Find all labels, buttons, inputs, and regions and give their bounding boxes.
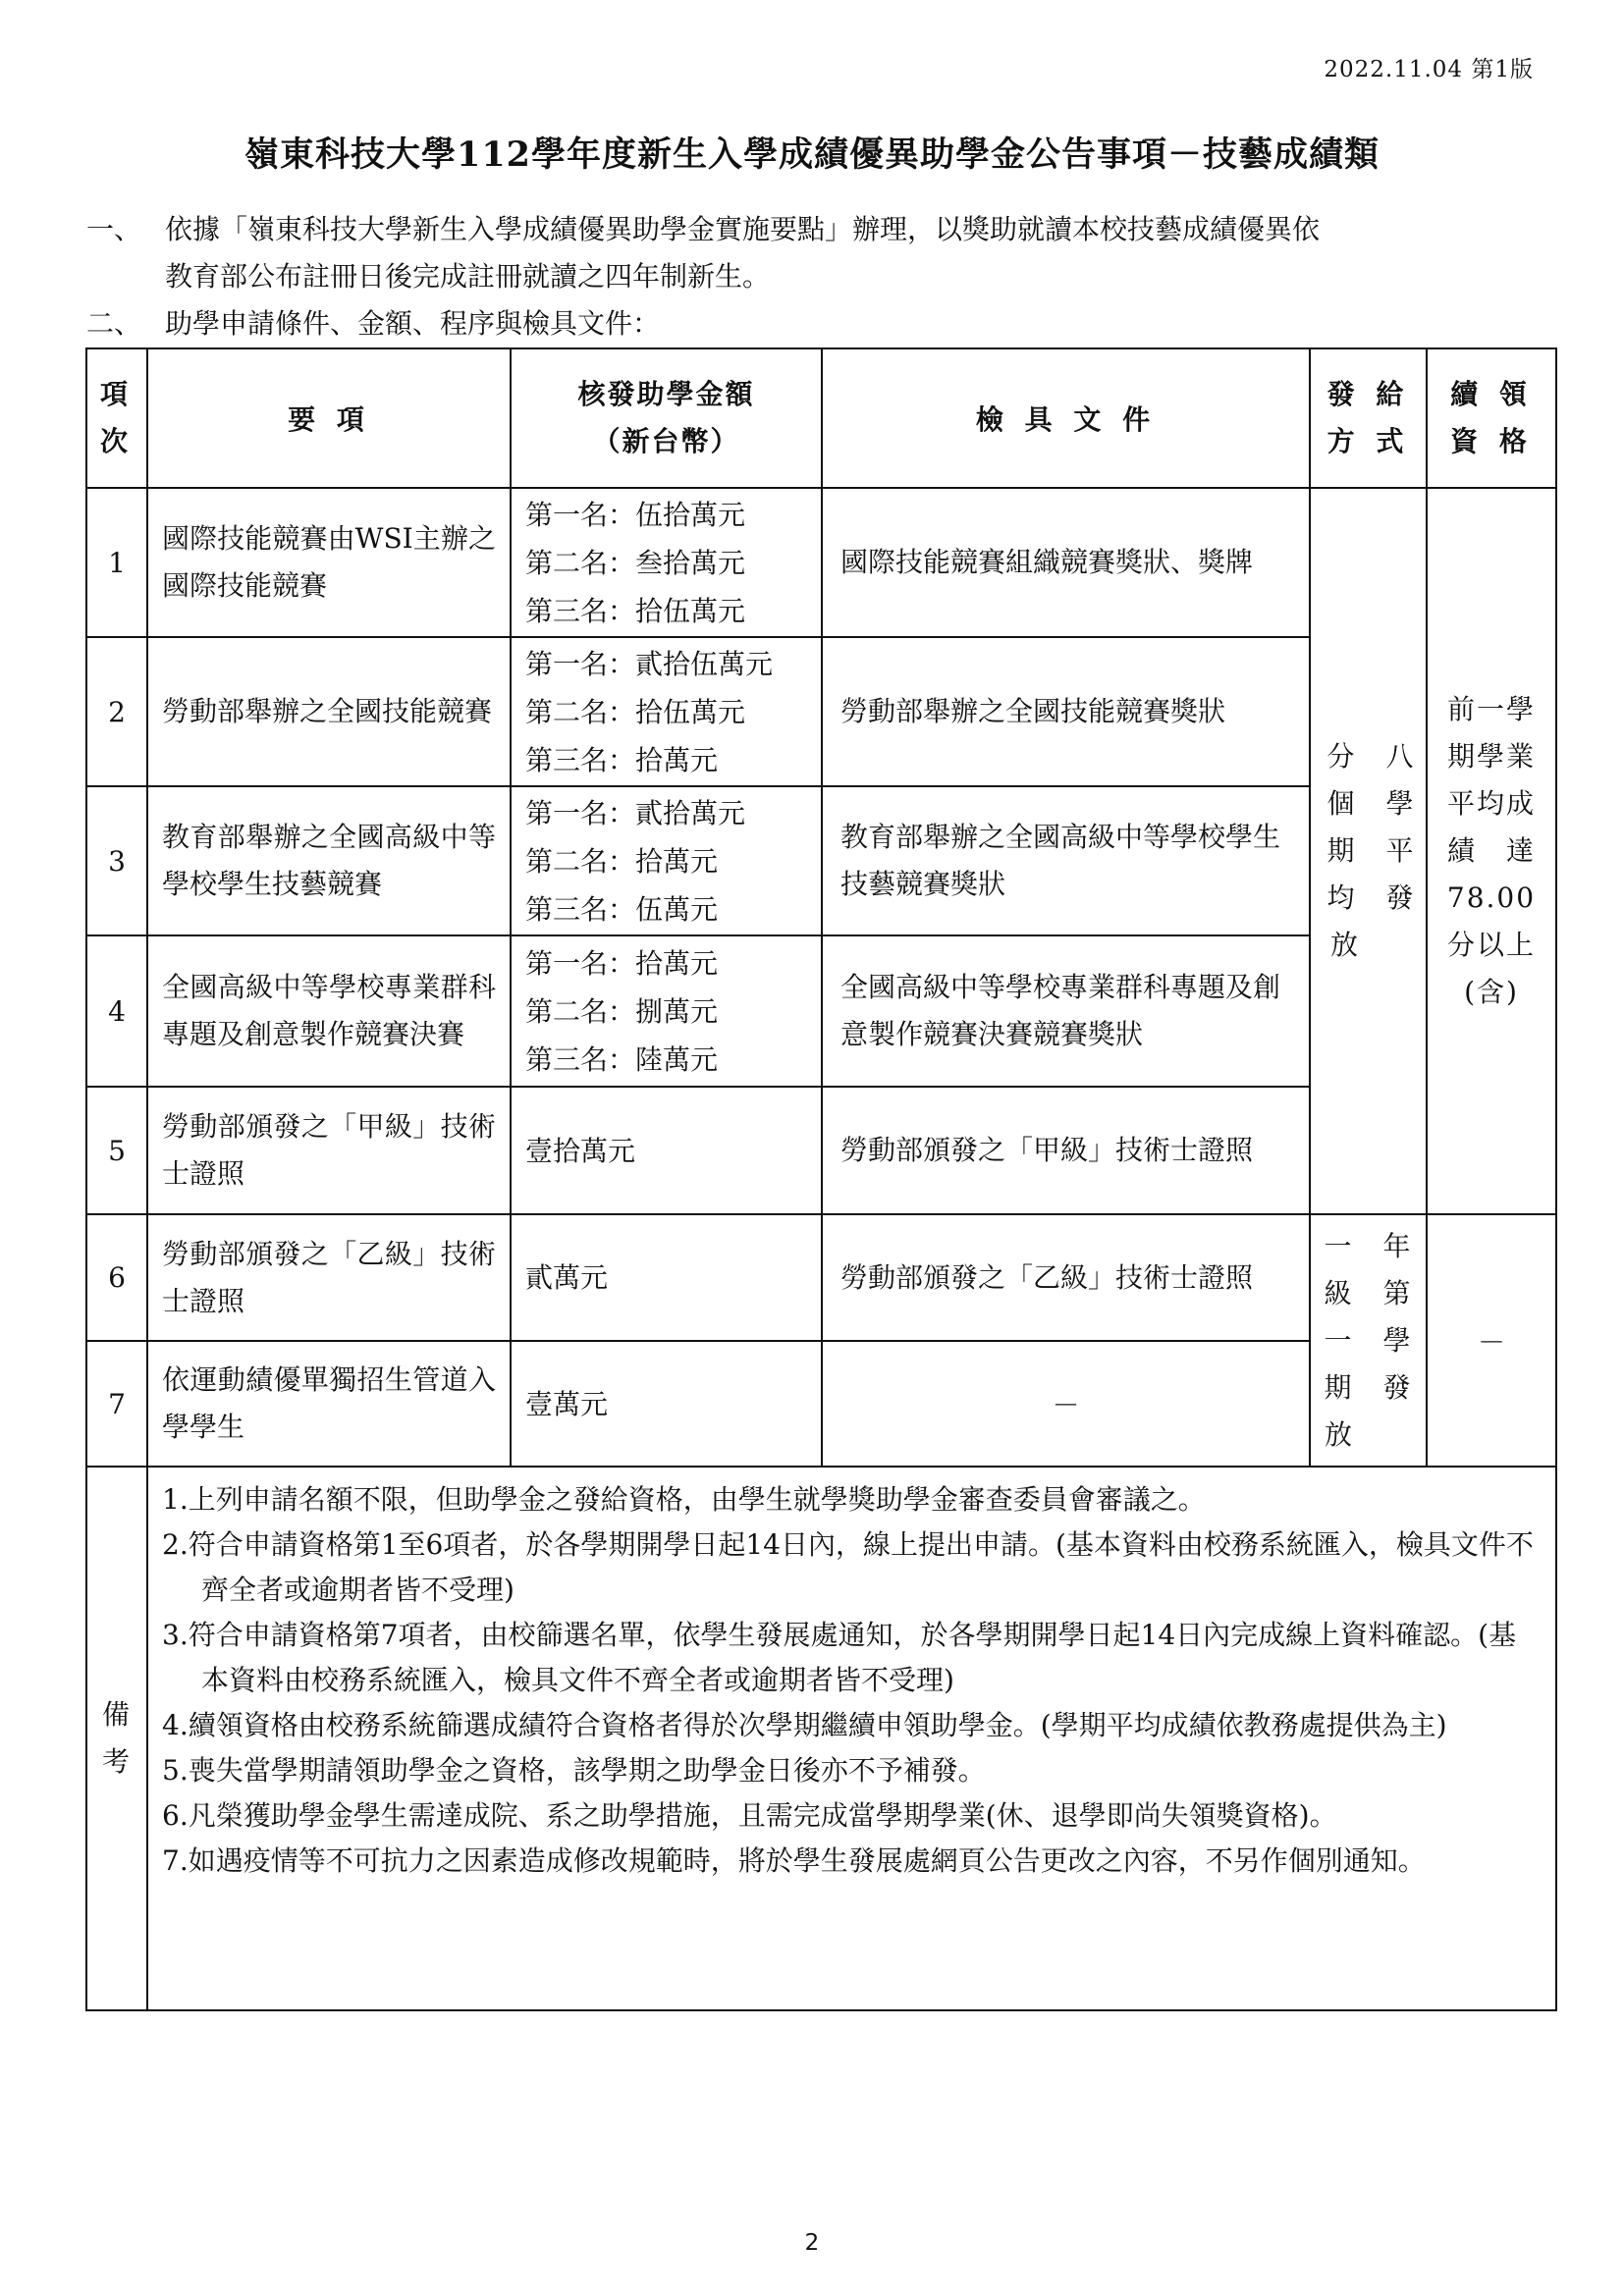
row-amount: 壹萬元 xyxy=(511,1341,822,1467)
header-renew: 續 領 資 格 xyxy=(1427,348,1556,488)
row-no: 7 xyxy=(86,1341,147,1467)
row-docs: 勞動部舉辦之全國技能競賽獎狀 xyxy=(822,637,1310,786)
row-item: 國際技能競賽由WSI主辦之國際技能競賽 xyxy=(147,488,511,637)
renew-cell-a: 前一學 期學業 平均成 績 達 78.00 分以上 (含) xyxy=(1427,488,1556,1214)
header-no: 項 次 xyxy=(86,348,147,488)
section-1-line-1: 依據「嶺東科技大學新生入學成績優異助學金實施要點」辦理，以獎助就讀本校技藝成績優異依 xyxy=(165,213,1321,245)
row-docs: 教育部舉辦之全國高級中等學校學生技藝競賽獎狀 xyxy=(822,786,1310,935)
row-amount: 第一名：貳拾萬元 第二名：拾萬元 第三名：伍萬元 xyxy=(511,786,822,935)
section-1 xyxy=(86,206,1538,300)
page-number: 2 xyxy=(804,2230,820,2256)
note-item: 3.符合申請資格第7項者，由校篩選名單，依學生發展處通知，於各學期開學日起14日內完成線上資料確認。(基本資料由校務系統匯入，檢具文件不齊全者或逾期者皆不受理) xyxy=(162,1619,1517,1696)
note-item: 2.符合申請資格第1至6項者，於各學期開學日起14日內，線上提出申請。(基本資料由校務系統匯入，檢具文件不齊全者或逾期者皆不受理) xyxy=(162,1528,1534,1606)
row-docs: 勞動部頒發之「甲級」技術士證照 xyxy=(822,1087,1310,1214)
row-no: 5 xyxy=(86,1087,147,1214)
row-no: 4 xyxy=(86,935,147,1087)
method-cell-b: 一 年 級 第 一 學 期 發 放 xyxy=(1310,1214,1427,1467)
note-item: 7.如遇疫情等不可抗力之因素造成修改規範時，將於學生發展處網頁公告更改之內容，不另作個別通知。 xyxy=(162,1844,1426,1877)
row-item: 全國高級中等學校專業群科專題及創意製作競賽決賽 xyxy=(147,935,511,1087)
row-item: 依運動績優單獨招生管道入學學生 xyxy=(147,1341,511,1467)
row-item: 勞動部頒發之「甲級」技術士證照 xyxy=(147,1087,511,1214)
header-amount: 核發助學金額 （新台幣） xyxy=(511,348,822,488)
row-amount: 第一名：拾萬元 第二名：捌萬元 第三名：陸萬元 xyxy=(511,935,822,1087)
page-title: 嶺東科技大學112學年度新生入學成績優異助學金公告事項－技藝成績類 xyxy=(244,134,1380,175)
note-item: 6.凡榮獲助學金學生需達成院、系之助學措施，且需完成當學期學業(休、退學即尚失領獎資格)。 xyxy=(162,1799,1337,1832)
row-item: 勞動部頒發之「乙級」技術士證照 xyxy=(147,1214,511,1341)
section-2 xyxy=(86,300,1538,347)
table-header-row xyxy=(86,348,1556,488)
section-1-line-2: 教育部公布註冊日後完成註冊就讀之四年制新生。 xyxy=(165,260,771,293)
row-amount: 第一名：伍拾萬元 第二名：叁拾萬元 第三名：拾伍萬元 xyxy=(511,488,822,637)
scholarship-table xyxy=(85,347,1557,2011)
row-docs: 國際技能競賽組織競賽獎狀、獎牌 xyxy=(822,488,1310,637)
row-amount: 第一名：貳拾伍萬元 第二名：拾伍萬元 第三名：拾萬元 xyxy=(511,637,822,786)
row-item: 教育部舉辦之全國高級中等學校學生技藝競賽 xyxy=(147,786,511,935)
notes-content xyxy=(147,1467,1556,2010)
section-1-number: 一、 xyxy=(86,213,142,245)
table-row xyxy=(86,488,1556,637)
note-item: 1.上列申請名額不限，但助學金之發給資格，由學生就學獎助學金審查委員會審議之。 xyxy=(162,1483,1206,1516)
section-2-number: 二、 xyxy=(86,307,142,340)
row-no: 2 xyxy=(86,637,147,786)
section-2-text: 助學申請條件、金額、程序與檢具文件： xyxy=(165,307,661,340)
method-cell-a: 分 八 個 學 期 平 均 發 放 xyxy=(1310,488,1427,1214)
note-item: 5.喪失當學期請領助學金之資格，該學期之助學金日後亦不予補發。 xyxy=(162,1754,986,1787)
notes-label: 備 考 xyxy=(86,1467,147,2010)
row-docs: 勞動部頒發之「乙級」技術士證照 xyxy=(822,1214,1310,1341)
row-no: 6 xyxy=(86,1214,147,1341)
row-no: 3 xyxy=(86,786,147,935)
table-row xyxy=(86,1214,1556,1341)
renew-cell-b: － xyxy=(1427,1214,1556,1467)
document-date: 2022.11.04 第1版 xyxy=(1324,57,1534,82)
header-docs: 檢 具 文 件 xyxy=(822,348,1310,488)
header-method: 發 給 方 式 xyxy=(1310,348,1427,488)
row-amount: 壹拾萬元 xyxy=(511,1087,822,1214)
row-docs: 全國高級中等學校專業群科專題及創意製作競賽決賽競賽獎狀 xyxy=(822,935,1310,1087)
note-item: 4.續領資格由校務系統篩選成績符合資格者得於次學期繼續申領助學金。(學期平均成績依教務處提供為主) xyxy=(162,1709,1447,1741)
row-no: 1 xyxy=(86,488,147,637)
notes-row xyxy=(86,1467,1556,2010)
row-amount: 貳萬元 xyxy=(511,1214,822,1341)
row-item: 勞動部舉辦之全國技能競賽 xyxy=(147,637,511,786)
header-item: 要 項 xyxy=(147,348,511,488)
row-docs: － xyxy=(822,1341,1310,1467)
